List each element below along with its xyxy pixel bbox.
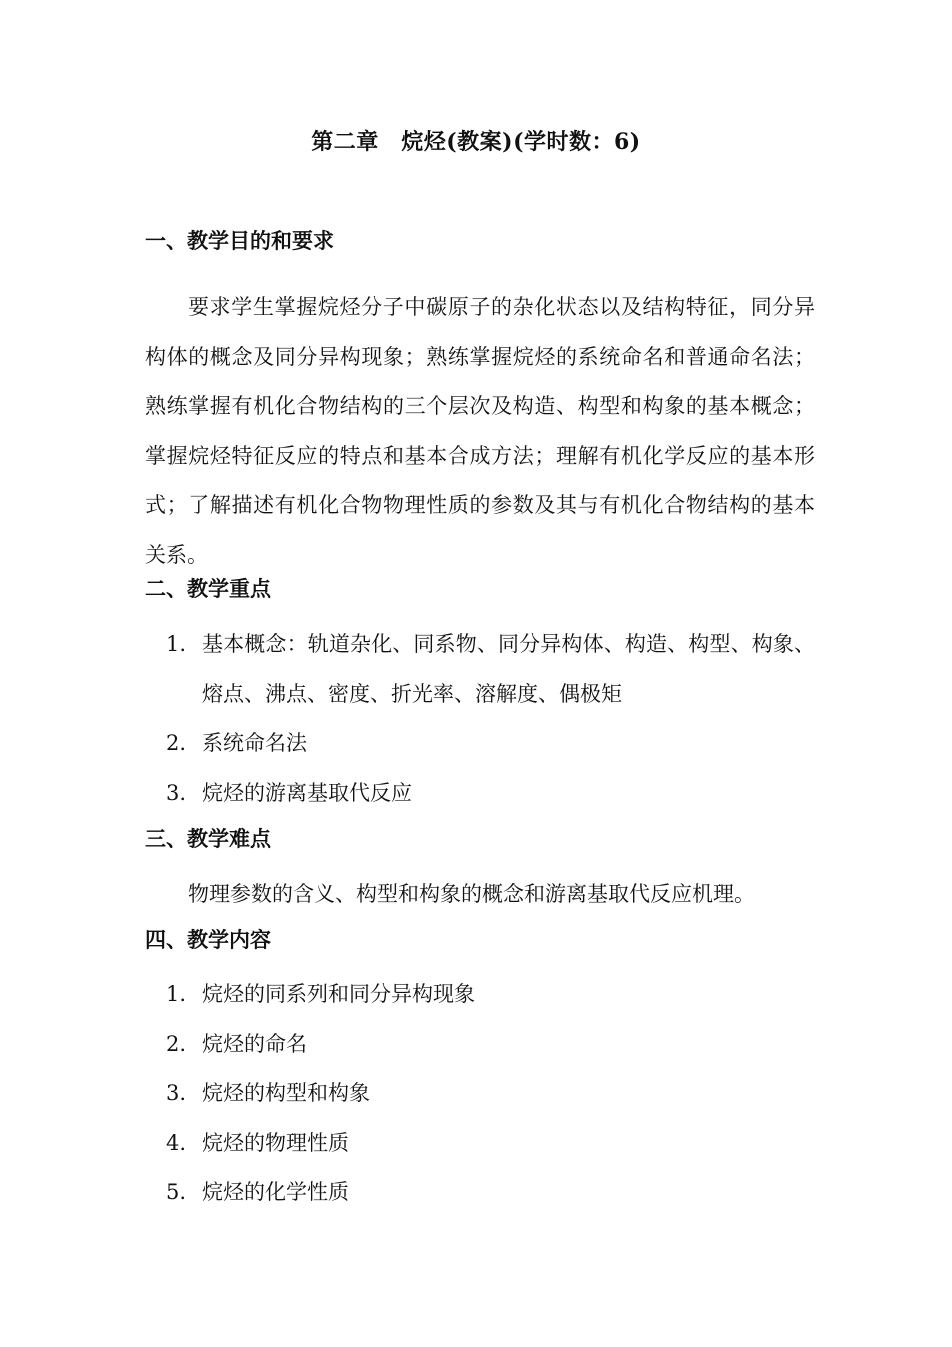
- list-item-number: 3.: [166, 780, 187, 805]
- section-paragraph: 物理参数的含义、构型和构象的概念和游离基取代反应机理。: [188, 882, 755, 906]
- list-item: [145, 620, 815, 719]
- list-item: [145, 769, 815, 819]
- content-list: [145, 970, 815, 1218]
- list-item-number: 2.: [166, 1031, 187, 1056]
- list-item: [145, 719, 815, 769]
- section-heading: 四、教学内容: [145, 927, 271, 952]
- list-item-number: 3.: [166, 1081, 187, 1105]
- section-heading: 二、教学重点: [145, 576, 271, 601]
- list-item: [145, 1020, 815, 1070]
- section-paragraph: 要求学生掌握烷烃分子中碳原子的杂化状态以及结构特征，同分异构体的概念及同分异构现象；熟练掌握烷烃的系统命名和普通命名法；熟练掌握有机化合物结构的三个层次及构造、构型和构象的基本概念；掌握烷烃特征反应的特点和基本合成方法；理解有机化学反应的基本形式；了解描述有机化合物物理性质的参数及其与有机化合物结构的基本关系。: [145, 295, 815, 567]
- list-item-text: 系统命名法: [202, 731, 307, 755]
- section-heading: 三、教学难点: [145, 826, 271, 851]
- list-item-number: 1.: [166, 632, 187, 656]
- section-objectives: [145, 226, 815, 580]
- section-content: [145, 925, 815, 1218]
- list-item: [145, 1168, 815, 1218]
- list-item-number: 1.: [166, 982, 187, 1006]
- section-key-points: [145, 574, 815, 818]
- list-item: [145, 1119, 815, 1169]
- list-item-text: 基本概念：轨道杂化、同系物、同分异构体、构造、构型、构象、熔点、沸点、密度、折光率、溶解度、偶极矩: [202, 632, 815, 706]
- list-item-number: 2.: [166, 731, 187, 755]
- list-item-text: 烷烃的物理性质: [202, 1130, 349, 1155]
- section-heading: 一、教学目的和要求: [145, 228, 334, 253]
- list-item-number: 5.: [166, 1180, 187, 1204]
- list-item-number: 4.: [166, 1130, 187, 1155]
- list-item-text: 烷烃的化学性质: [202, 1180, 349, 1204]
- list-item-text: 烷烃的游离基取代反应: [202, 780, 412, 805]
- list-item-text: 烷烃的构型和构象: [202, 1081, 370, 1105]
- list-item: [145, 970, 815, 1020]
- list-item-text: 烷烃的命名: [202, 1031, 307, 1056]
- page-title: 第二章 烷烃(教案)(学时数：6): [311, 129, 641, 155]
- list-item: [145, 1069, 815, 1119]
- key-points-list: [145, 620, 815, 818]
- list-item-text: 烷烃的同系列和同分异构现象: [202, 982, 475, 1006]
- section-difficulties: [145, 824, 815, 920]
